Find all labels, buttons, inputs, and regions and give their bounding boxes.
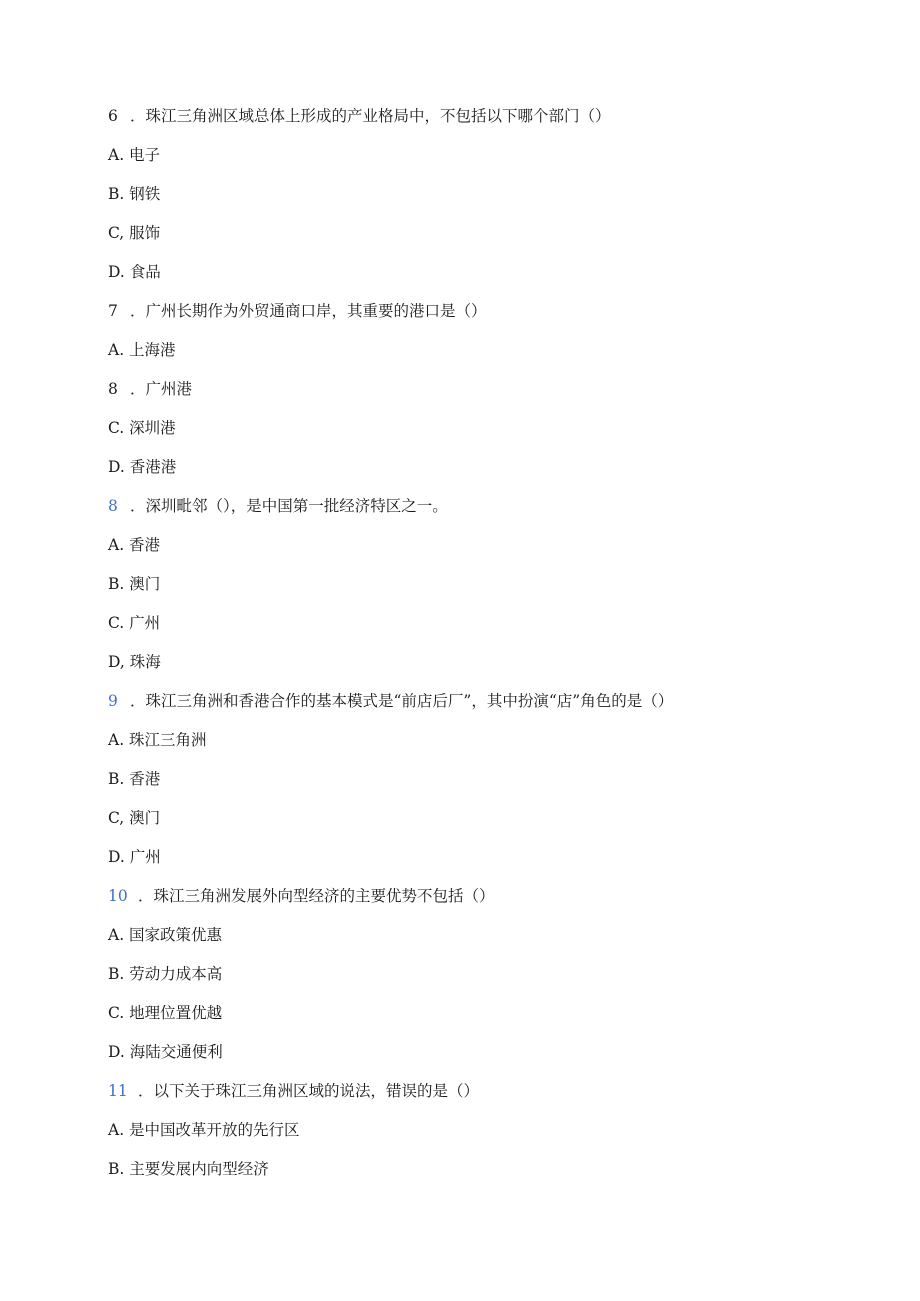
option-b: B. 香港 [108,770,161,788]
question-11 [108,1079,479,1103]
question-text: ．广州长期作为外贸通商口岸，其重要的港口是（） [130,302,487,320]
option-a: A. 珠江三角洲 [108,731,207,749]
option-a: A. 上海港 [108,341,176,359]
question-10 [108,884,495,908]
option-text: ．广州港 [130,380,193,398]
option-d: D, 珠海 [108,653,161,671]
option-d: D. 海陆交通便利 [108,1043,223,1061]
question-number: 7 [108,302,118,320]
option-a: A. 国家政策优惠 [108,926,223,944]
option-b-misnumbered [108,377,192,401]
option-d: D. 广州 [108,848,161,866]
question-text: ．珠江三角洲和香港合作的基本模式是“前店后厂”，其中扮演“店”角色的是（） [130,692,674,710]
question-number: 6 [108,107,118,125]
option-d: D. 食品 [108,263,161,281]
option-b: B. 钢铁 [108,185,161,203]
question-7 [108,299,487,323]
option-c: C. 广州 [108,614,161,632]
option-a: A. 香港 [108,536,161,554]
option-b: B. 劳动力成本高 [108,965,223,983]
question-text: ．以下关于珠江三角洲区域的说法，错误的是（） [138,1082,480,1100]
option-c: C. 深圳港 [108,419,176,437]
question-6 [108,104,611,128]
option-c: C, 服饰 [108,224,161,242]
question-number: 8 [108,497,118,515]
question-text: ．深圳毗邻（），是中国第一批经济特区之一。 [130,497,448,515]
option-a: A. 是中国改革开放的先行区 [108,1121,300,1139]
question-text: ．珠江三角洲发展外向型经济的主要优势不包括（） [138,887,495,905]
option-c: C, 澳门 [108,809,161,827]
option-d: D. 香港港 [108,458,177,476]
question-text: ．珠江三角洲区域总体上形成的产业格局中，不包括以下哪个部门（） [130,107,611,125]
option-number: 8 [108,380,118,398]
question-number: 10 [108,887,128,905]
option-b: B. 澳门 [108,575,161,593]
question-number: 9 [108,692,118,710]
option-a: A. 电子 [108,146,161,164]
option-c: C. 地理位置优越 [108,1004,223,1022]
question-9 [108,689,673,713]
question-number: 11 [108,1082,128,1100]
question-8 [108,494,448,518]
option-b: B. 主要发展内向型经济 [108,1160,269,1178]
